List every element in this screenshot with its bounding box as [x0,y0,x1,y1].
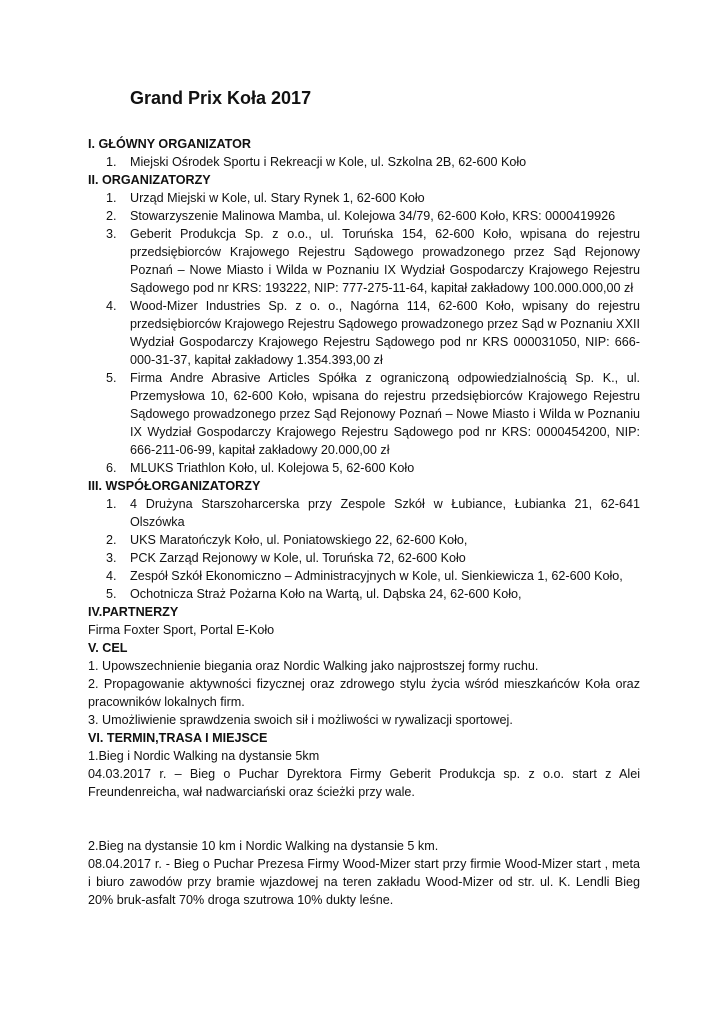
list-item: 1. Miejski Ośrodek Sportu i Rekreacji w Kole, ul. Szkolna 2B, 62-600 Koło [106,155,527,169]
organizers-list [88,189,640,477]
list-item: 4. Wood-Mizer Industries Sp. z o. o., Nagórna 114, 62-600 Koło, wpisany do rejestru przedsiębiorców Krajowego Rejestru Sądowego prowadzonego przez Sąd w Poznaniu XXII Wydział Gospodarczy Krajowego Rejestru Sądowego pod nr KRS 000031050, NIP: 666-000-31-37, kapitał zakładowy 1.354.393,00 zł [106,299,640,367]
goal-line: 2. Propagowanie aktywności fizycznej oraz zdrowego stylu życia wśród mieszkańców Koła oraz pracowników lokalnych firm. [88,677,640,709]
section-heading-co-organizers: III. WSPÓŁORGANIZATORZY [88,479,261,493]
co-organizers-list [88,495,640,603]
list-item: 1. Urząd Miejski w Kole, ul. Stary Rynek 1, 62-600 Koło [106,191,425,205]
list-item: 5. Firma Andre Abrasive Articles Spółka z ograniczoną odpowiedzialnością Sp. K., ul. Przemysłowa 10, 62-600 Koło, wpisana do rejestru przedsiębiorców Krajowego Rejestru Sądowego prowadzonego przez Sąd Rejonowy Poznań – Nowe Miasto i Wilda w Poznaniu IX Wydział Gospodarczy Krajowego Rejestru Sądowego pod nr KRS: 0000454200, NIP: 666-211-06-99, kapitał zakładowy 20.000,00 zł [106,371,640,457]
list-item: 3. Geberit Produkcja Sp. z o.o., ul. Toruńska 154, 62-600 Koło, wpisana do rejestru przedsiębiorców Krajowego Rejestru Sądowego prowadzonego przez Sąd Rejonowy Poznań – Nowe Miasto i Wilda w Poznaniu IX Wydział Gospodarczy Krajowego Rejestru Sądowego pod nr KRS: 193222, NIP: 777-275-11-64, kapitał zakładowy 100.000.000,00 zł [106,227,640,295]
section-heading-organizers: II. ORGANIZATORZY [88,173,211,187]
list-item: 4. Zespół Szkół Ekonomiczno – Administracyjnych w Kole, ul. Sienkiewicza 1, 62-600 Koło, [106,569,623,583]
list-item: 5. Ochotnicza Straż Pożarna Koło na Wartą, ul. Dąbska 24, 62-600 Koło, [106,587,522,601]
list-item: 3. PCK Zarząd Rejonowy w Kole, ul. Toruńska 72, 62-600 Koło [106,551,466,565]
main-organizer-list [88,153,640,171]
list-item: 2. UKS Maratończyk Koło, ul. Poniatowskiego 22, 62-600 Koło, [106,533,468,547]
schedule-line: 04.03.2017 r. – Bieg o Puchar Dyrektora Firmy Geberit Produkcja sp. z o.o. start z Alei Freundenreicha, wał nadwarciański oraz ścieżki przy wale. [88,767,640,799]
schedule-line: 08.04.2017 r. - Bieg o Puchar Prezesa Firmy Wood-Mizer start przy firmie Wood-Mizer start , meta i biuro zawodów przy bramie wjazdowej na teren zakładu Wood-Mizer od str. ul. K. Lendli Bieg 20% bruk-asfalt 70% droga szutrowa 10% dukty leśne. [88,857,640,907]
spacer [88,801,640,837]
goal-line: 3. Umożliwienie sprawdzenia swoich sił i możliwości w rywalizacji sportowej. [88,713,513,727]
document-title: Grand Prix Koła 2017 [130,88,312,108]
partners-text: Firma Foxter Sport, Portal E-Koło [88,623,275,637]
document-content [88,135,640,909]
section-heading-goal: V. CEL [88,641,128,655]
list-item: 2. Stowarzyszenie Malinowa Mamba, ul. Kolejowa 34/79, 62-600 Koło, KRS: 0000419926 [106,209,616,223]
section-heading-main-organizer: I. GŁÓWNY ORGANIZATOR [88,137,252,151]
list-item: 1. 4 Drużyna Starszoharcerska przy Zespole Szkół w Łubiance, Łubianka 21, 62-641 Olszówka [106,497,640,529]
schedule-line: 2.Bieg na dystansie 10 km i Nordic Walking na dystansie 5 km. [88,839,439,853]
section-heading-partners: IV.PARTNERZY [88,605,179,619]
schedule-line: 1.Bieg i Nordic Walking na dystansie 5km [88,749,320,763]
goal-line: 1. Upowszechnienie biegania oraz Nordic Walking jako najprostszej formy ruchu. [88,659,539,673]
section-heading-schedule: VI. TERMIN,TRASA I MIEJSCE [88,731,268,745]
list-item: 6. MLUKS Triathlon Koło, ul. Kolejowa 5, 62-600 Koło [106,461,415,475]
